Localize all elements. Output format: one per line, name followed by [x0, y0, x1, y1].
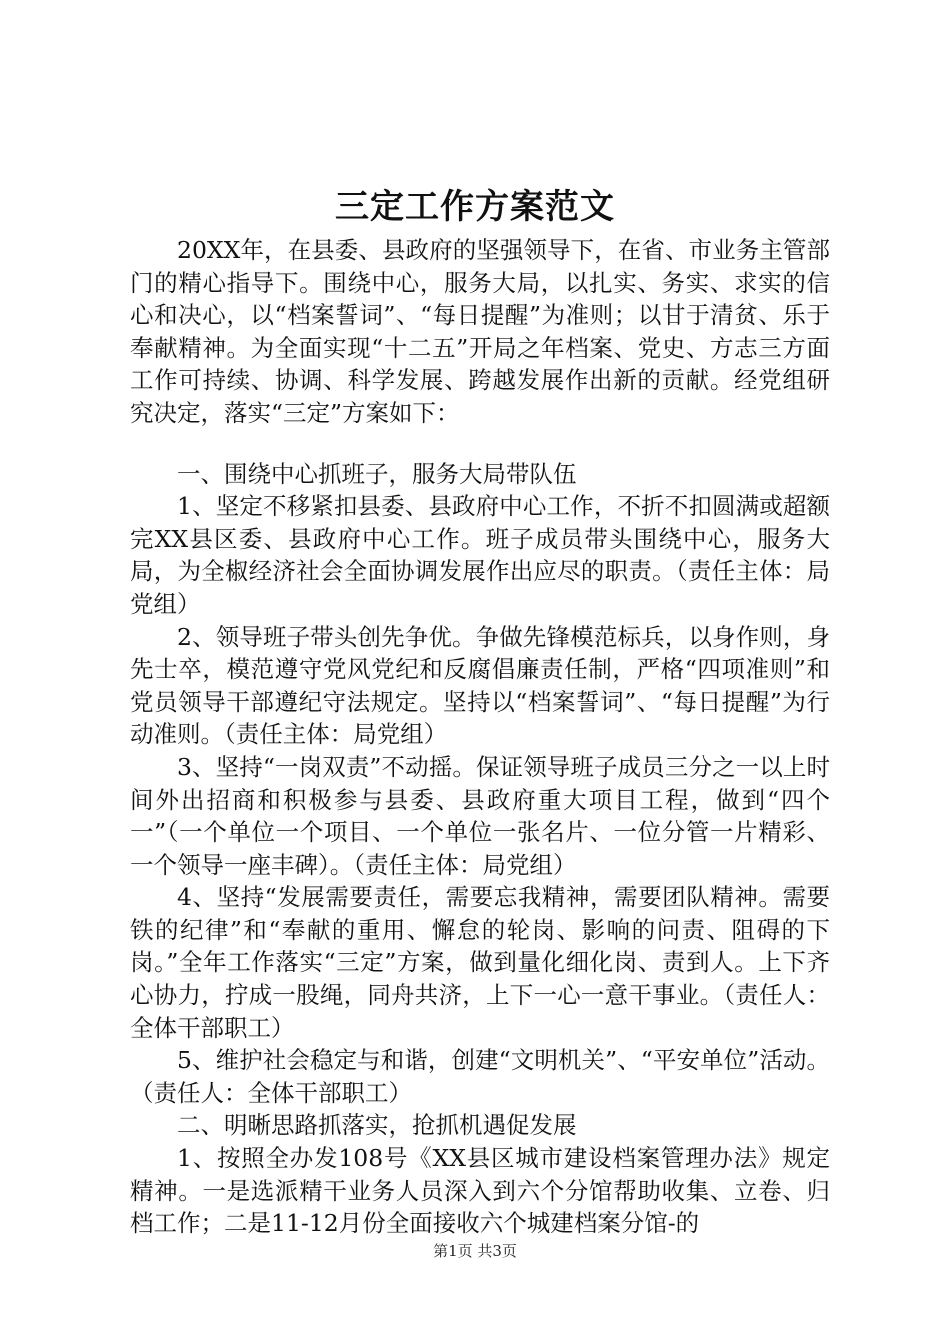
page-footer: [0, 1240, 950, 1261]
document-body: [130, 234, 830, 1240]
section-1-item-1: 1、坚定不移紧扣县委、县政府中心工作，不折不扣圆满或超额完XX县区委、县政府中心工作。班子成员带头围绕中心，服务大局，为全椒经济社会全面协调发展作出应尽的职责。（责任主体：局党组）: [130, 492, 830, 618]
section-1-item-5: 5、维护社会稳定与和谐，创建“文明机关”、“平安单位”活动。（责任人：全体干部职工）: [130, 1046, 830, 1107]
section-1-item-4: 4、坚持“发展需要责任，需要忘我精神，需要团队精神。需要铁的纪律”和“奉献的重用、懈怠的轮岗、影响的问责、阻碍的下岗。”全年工作落实“三定”方案，做到量化细化岗、责到人。上下齐心协力，拧成一股绳，同舟共济，上下一心一意干事业。（责任人：全体干部职工）: [130, 883, 830, 1042]
section-1-item-3: 3、坚持“一岗双责”不动摇。保证领导班子成员三分之一以上时间外出招商和积极参与县委、县政府重大项目工程，做到“四个一”（一个单位一个项目、一个单位一张名片、一位分管一片精彩、一个领导一座丰碑）。（责任主体：局党组）: [130, 752, 830, 879]
document-title: 三定工作方案范文: [335, 187, 615, 227]
section-2-item-1: 1、按照全办发108号《XX县区城市建设档案管理办法》规定精神。一是选派精干业务人员深入到六个分馆帮助收集、立卷、归档工作；二是11-12月份全面接收六个城建档案分馆-的: [130, 1144, 830, 1238]
section-heading-2: 二、明晰思路抓落实，抢抓机遇促发展: [177, 1111, 577, 1140]
intro-paragraph: 20XX年，在县委、县政府的坚强领导下，在省、市业务主管部门的精心指导下。围绕中心，服务大局，以扎实、务实、求实的信心和决心，以“档案誓词”、“每日提醒”为准则；以甘于清贫、乐于奉献精神。为全面实现“十二五”开局之年档案、党史、方志三方面工作可持续、协调、科学发展、跨越发展作出新的贡献。经党组研究决定，落实“三定”方案如下：: [130, 236, 830, 427]
section-heading-1: 一、围绕中心抓班子，服务大局带队伍: [177, 459, 577, 488]
section-1-item-2: 2、领导班子带头创先争优。争做先锋模范标兵，以身作则，身先士卒，模范遵守党风党纪和反腐倡廉责任制，严格“四项准则”和党员领导干部遵纪守法规定。坚持以“档案誓词”、“每日提醒”为行动准则。（责任主体：局党组）: [130, 622, 830, 749]
page-number: 第1页 共3页: [433, 1242, 517, 1260]
